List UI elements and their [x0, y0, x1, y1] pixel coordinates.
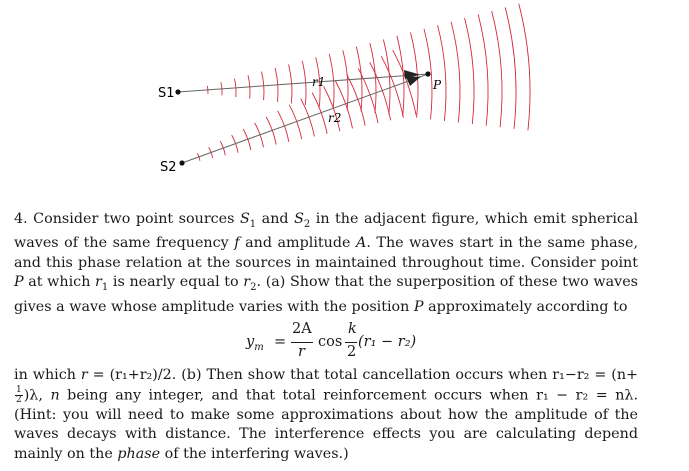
- one-half-fraction: $\frac{1}{2}$: [16, 384, 22, 405]
- fraction-denominator: r: [298, 344, 305, 360]
- wavefronts-from-s1: [207, 4, 530, 131]
- wavefront-arc: [451, 22, 460, 123]
- ray-s2-to-p: [182, 74, 428, 163]
- fraction-numerator: 2A: [292, 321, 312, 337]
- source-s2-label: S2: [160, 160, 177, 175]
- amplitude-equation: $y_m$ = 2A r cos k 2 (r₁ − r₂): [246, 321, 417, 360]
- wavefront-arc: [505, 7, 516, 128]
- wavefront-arc: [478, 15, 488, 126]
- ray-s1-to-p: [178, 74, 428, 92]
- problem-number: 4.: [14, 211, 28, 227]
- wavefront-arc: [465, 18, 474, 124]
- problem-statement: 4. Consider two point sources $S_1$ and $S_2$ in the adjacent figure, which emit spherical waves of the same frequency f and amplitude A. The waves start in the same phase, and this phase relation at the sources in maintained throughout time. Consider point P at which $r_1$ is nearly equal to $r_2$. (a) Show that the superposition of these two waves gives a wave whose amplitude varies with the position P approximately according to: [14, 211, 639, 315]
- source-s1-label: S1: [158, 86, 175, 101]
- cos-operator: cos: [318, 334, 343, 350]
- point-p-label: P: [433, 78, 442, 92]
- path-r2-label: r2: [328, 111, 342, 125]
- source-s1-dot: [175, 89, 180, 94]
- wavefront-arc: [438, 25, 446, 121]
- equation-lhs: $y_m$: [246, 334, 264, 353]
- path-r1-label: r1: [312, 75, 326, 89]
- wavefront-arc: [519, 4, 530, 131]
- wavefronts-from-s2: [197, 50, 416, 161]
- source-s2-dot: [179, 160, 184, 165]
- problem-continuation: in which r = (r₁+r₂)/2. (b) Then show that total cancellation occurs when r₁−r₂ = (n+ $\frac{1}{2}$ )λ, n being any integer, and that total reinforcement occurs when r₁ − r₂ = nλ. (Hint: you will need to make some approximations about how the amplitude of the waves decays with distance. The interference effects you are calculating depend mainly on the phase of the interfering waves.): [14, 367, 639, 462]
- interference-figure: [0, 0, 689, 200]
- wavefront-arc: [492, 11, 502, 127]
- point-p-dot: [425, 71, 430, 76]
